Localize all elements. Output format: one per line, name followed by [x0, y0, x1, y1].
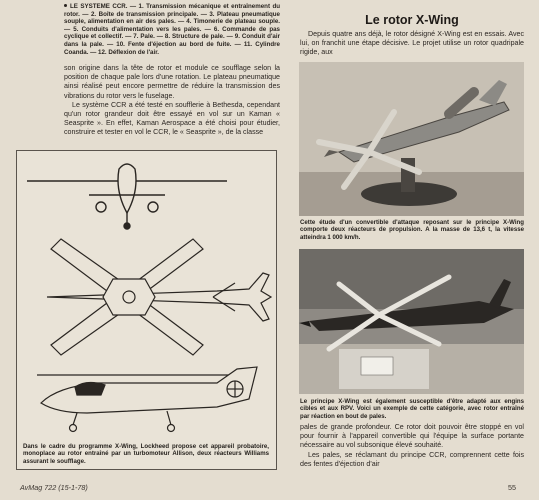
article-intro: Depuis quatre ans déjà, le rotor désigné X-Wing est en essais. Avec lui, on franchit une étape décisive. Le projet utilise un rotor quadripale rigide, aux: [300, 30, 524, 57]
right-paragraph-2: Les pales, se réclamant du principe CCR, comprennent cette fois des fentes d'éjection d'air: [300, 450, 524, 468]
photo-target-drone: [299, 249, 524, 394]
right-column-text: [300, 423, 524, 469]
article-title: Le rotor X-Wing: [365, 13, 459, 27]
page-number: 55: [508, 483, 516, 492]
right-paragraph-1: pales de grande profondeur. Ce rotor doit pouvoir être stoppé en vol pour fournir à l'appareil convertible qui l'équipe la surface portante nécessaire au vol subsonique élevé souhaité.: [300, 423, 524, 450]
photo-attack-convertible: [299, 62, 524, 216]
left-paragraph-1: son origine dans la tête de rotor et module ce soufflage selon la position de chaque pale lors d'une rotation. Le plateau pneumatique ainsi réalisé peut encore permettre de réduire la transmission des vibrations du rotor vers le fuselage.: [64, 64, 280, 100]
photo1-caption: Cette étude d'un convertible d'attaque reposant sur le principe X-Wing comporte deux réacteurs de propulsion. A la masse de 13,6 t, la vitesse atteindra 1 000 km/h.: [300, 219, 524, 241]
legend-text: LE SYSTEME CCR. — 1. Transmission mécanique et entraînement du rotor. — 2. Boîte de transmission principale. — 3. Plateau pneumatique souple, alimentation en air des pales. — 4. Timonerie de plateau souple. — 5. Conduits d'alimentation vers les pales. — 6. Commande de pas cyclique et collectif. — 7. Pale. — 8. Structure de pale. — 9. Conduit d'air dans la pale. — 10. Fente d'éjection au bord de fuite. — 11. Cylindre Coanda. — 12. Déflexion de l'air.: [64, 3, 280, 56]
footer-issue: AvMag 722 (15-1-78): [20, 483, 88, 492]
diagram-legend: [64, 3, 280, 56]
convertible-model-illustration: [299, 62, 524, 216]
bullet-icon: [64, 4, 67, 7]
photo2-caption: Le principe X-Wing est également susceptible d'être adapté aux engins cibles et aux RPV. Voici un exemple de cette catégorie, avec rotor entraîné par réaction en bout de pales.: [300, 398, 524, 420]
rpv-model-illustration: [299, 249, 524, 394]
left-column-text: [64, 64, 280, 138]
three-view-diagram: [16, 150, 277, 470]
diagram-caption: Dans le cadre du programme X-Wing, Lockheed propose cet appareil probatoire, monoplace au rotor entraîné par un turbomoteur Allison, deux réacteurs Williams assurant le soufflage.: [23, 443, 269, 465]
left-paragraph-2: Le système CCR a été testé en soufflerie à Bethesda, cependant qu'un rotor grandeur doit être essayé en vol sur un Kaman « Seasprite ». En effet, Kaman Aerospace a été choisi pour étudier, construire et tester en vol le CCR, le « Seasprite », de la classe: [64, 100, 280, 137]
x-wing-three-view-drawing: [17, 151, 276, 443]
